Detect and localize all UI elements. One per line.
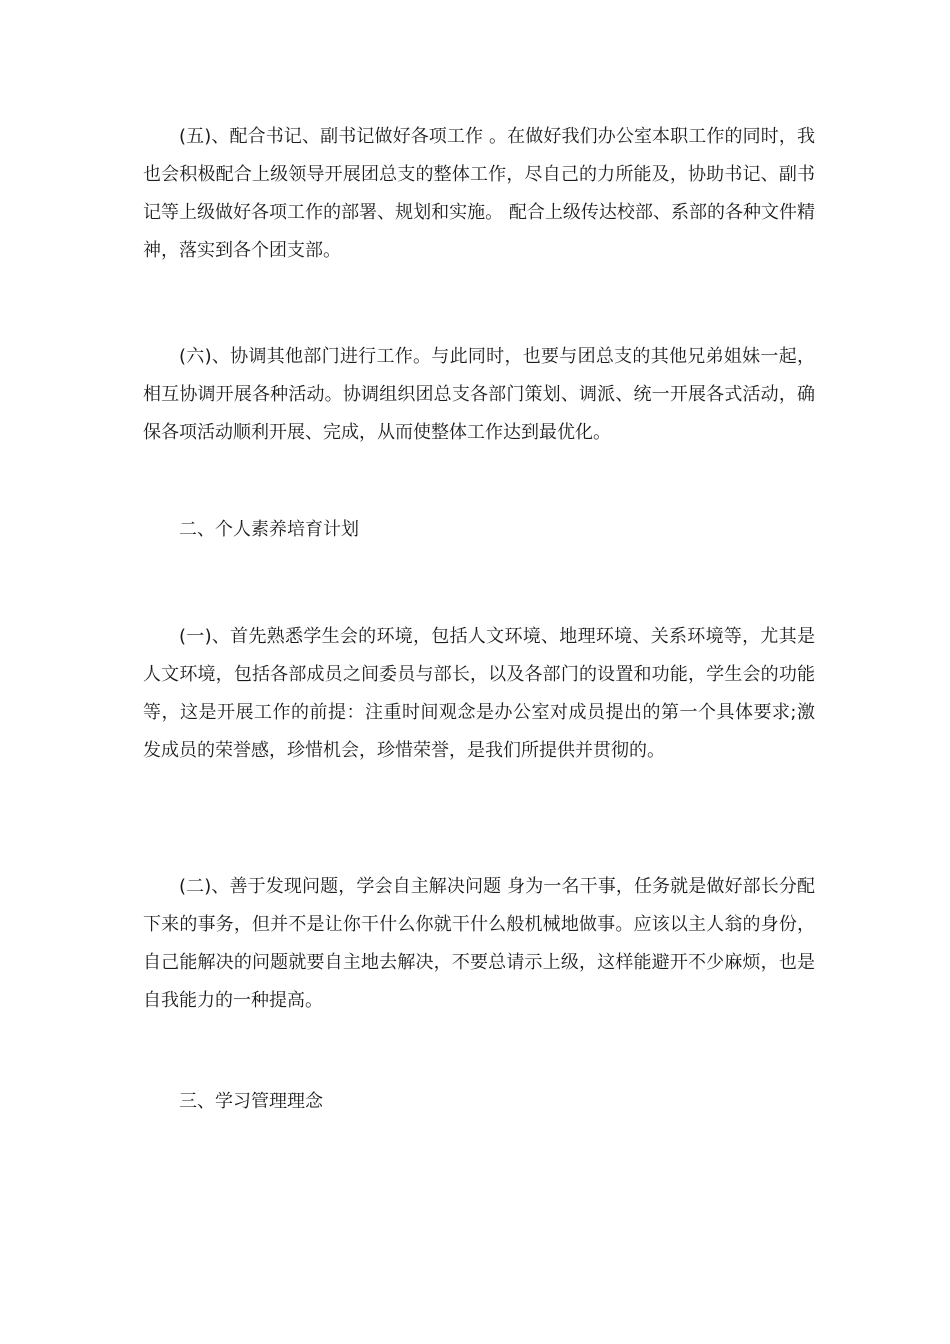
section-heading-personal-development: 二、个人素养培育计划 [179,519,359,540]
paragraph-development-item-1: (一)、首先熟悉学生会的环境，包括人文环境、地理环境、关系环境等，尤其是人文环境，包括各部成员之间委员与部长，以及各部门的设置和功能，学生会的功能等，这是开展工作的前提：注重时间观念是办公室对成员提出的第一个具体要求;激发成员的荣誉感，珍惜机会，珍惜荣誉，是我们所提供并贯彻的。 [143,626,815,761]
paragraph-development-item-2: (二)、善于发现问题，学会自主解决问题 身为一名干事，任务就是做好部长分配下来的事务，但并不是让你干什么你就干什么般机械地做事。应该以主人翁的身份，自己能解决的问题就要自主地去解决，不要总请示上级，这样能避开不少麻烦，也是自我能力的一种提高。 [143,876,815,1011]
paragraph-work-item-6: (六)、协调其他部门进行工作。与此同时，也要与团总支的其他兄弟姐妹一起，相互协调开展各种活动。协调组织团总支各部门策划、调派、统一开展各式活动，确保各项活动顺利开展、完成，从而使整体工作达到最优化。 [143,346,815,443]
section-heading-management-concepts: 三、学习管理理念 [179,1091,323,1112]
paragraph-work-item-5: (五)、配合书记、副书记做好各项工作 。在做好我们办公室本职工作的同时，我也会积极配合上级领导开展团总支的整体工作，尽自己的力所能及，协助书记、副书记等上级做好各项工作的部署、规划和实施。 配合上级传达校部、系部的各种文件精神，落实到各个团支部。 [143,126,815,261]
